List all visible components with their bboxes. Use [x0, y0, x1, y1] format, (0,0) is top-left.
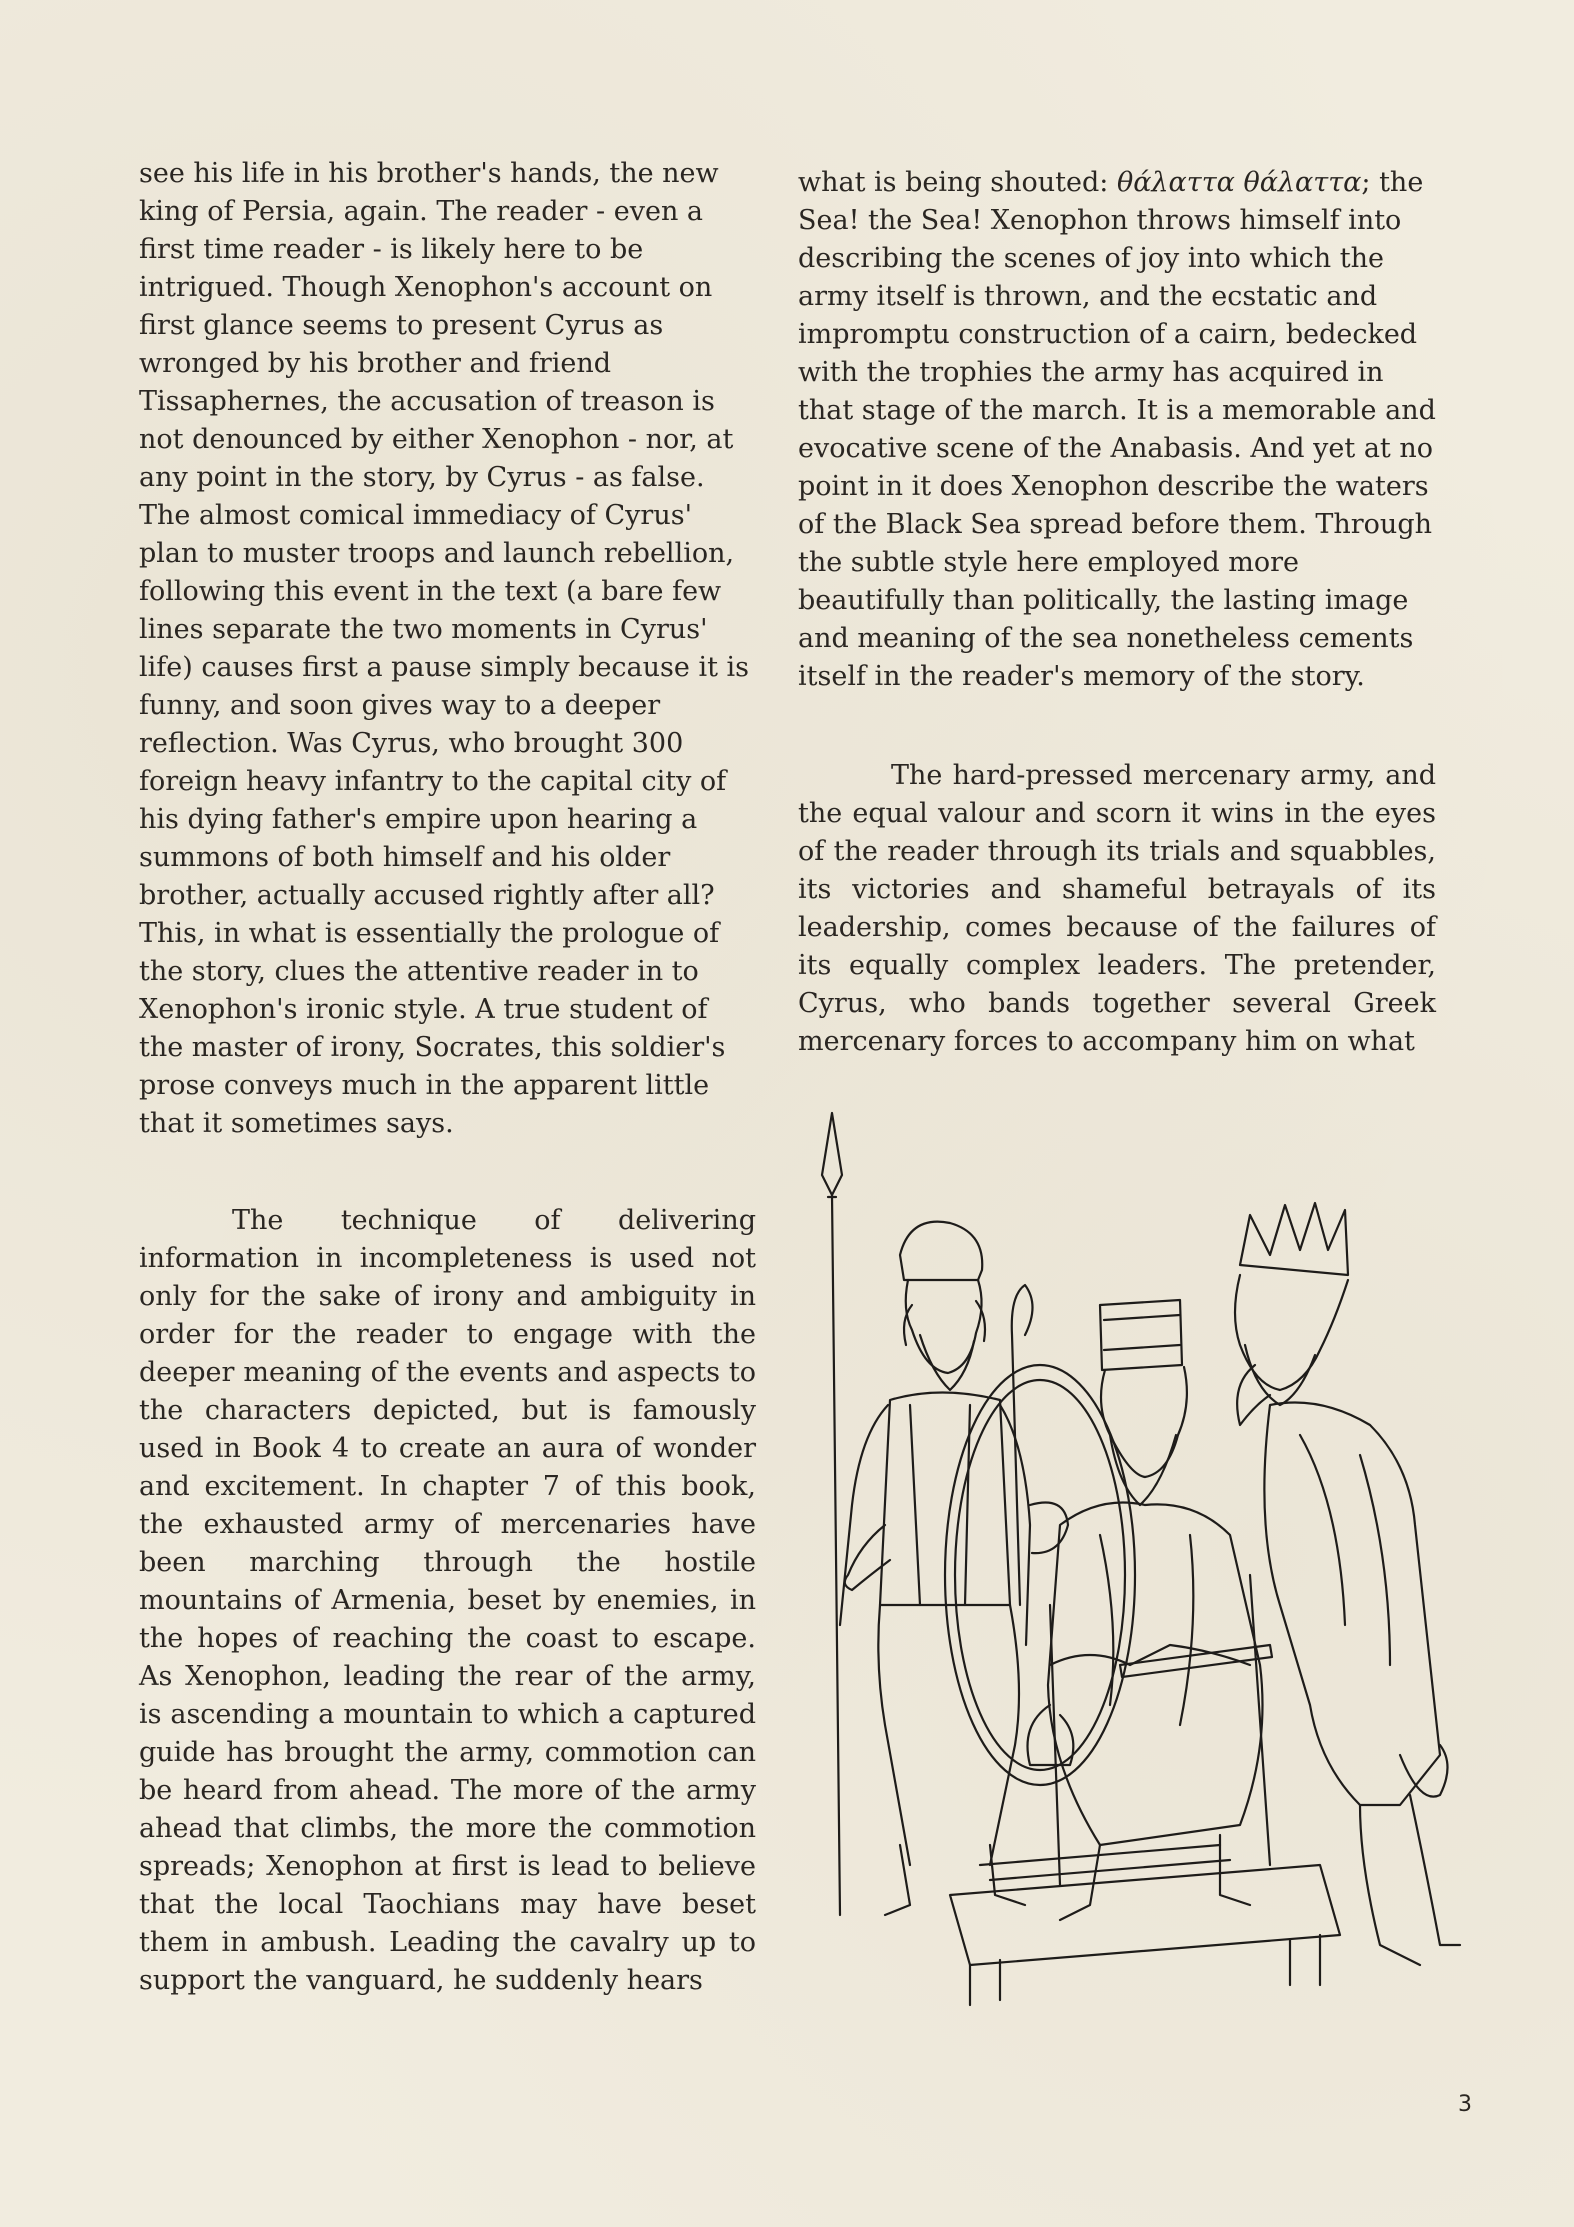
left-column-top — [139, 155, 759, 1143]
body-paragraph: The technique of delivering information in incompleteness is used not only for the sake of irony and ambiguity in order for the reader to engage with the deeper meaning of the events and aspects to the characters depicted, but is famously used in Book 4 to create an aura of wonder and excitement. In chapter 7 of this book, the exhausted army of mercenaries have been marching through the hostile mountains of Armenia, beset by enemies, in the hopes of reaching the coast to escape. As Xenophon, leading the rear of the army, is ascending a mountain to which a captured guide has brought the army, commotion can be heard from ahead. The more of the army ahead that climbs, the more the commotion spreads; Xenophon at first is lead to believe that the local Taochians may have beset them in ambush. Leading the cavalry up to support the vanguard, he suddenly hears — [139, 1205, 756, 1996]
throne-icon — [950, 1575, 1340, 2005]
greek-phrase: θάλαττα θάλαττα — [1116, 167, 1362, 198]
soldier-figure — [840, 1222, 1033, 1915]
king-figure — [1028, 1300, 1273, 1920]
body-paragraph — [798, 164, 1436, 696]
page-number: 3 — [1458, 2092, 1472, 2117]
persian-king-with-guards-illustration — [800, 1105, 1500, 2035]
body-paragraph: The hard-pressed mercenary army, and the equal valour and scorn it wins in the eyes of the reader through its trials and squabbles, its victories and shameful betrayals of its leadership, comes because of the failures of its equally complex leaders. The pretender, Cyrus, who bands together several Greek mercenary forces to accompany him on what — [798, 760, 1436, 1057]
text-run: what is being shouted: — [798, 167, 1117, 198]
spear-icon — [822, 1113, 842, 1915]
body-paragraph: see his life in his brother's hands, the new king of Persia, again. The reader - even a first time reader - is likely here to be intrigued. Though Xenophon's account on first glance seems to present Cyrus as wronged by his brother and friend Tissaphernes, the accusation of treason is not denounced by either Xenophon - nor, at any point in the story, by Cyrus - as false. The almost comical immediacy of Cyrus' plan to muster troops and launch rebellion, following this event in the text (a bare few lines separate the two moments in Cyrus' life) causes first a pause simply because it is funny, and soon gives way to a deeper reflection. Was Cyrus, who brought 300 foreign heavy infantry to the capital city of his dying father's empire upon hearing a summons of both himself and his older brother, actually accused rightly after all? This, in what is essentially the prologue of the story, clues the attentive reader in to Xenophon's ironic style. A true student of the master of irony, Socrates, this soldier's prose conveys much in the apparent little that it sometimes says. — [139, 158, 750, 1139]
right-column-top — [798, 164, 1436, 696]
left-column-bottom — [139, 1202, 756, 2000]
right-column-middle — [798, 757, 1436, 1061]
text-run: ; the Sea! the Sea! Xenophon throws himself into describing the scenes of joy into which the army itself is thrown, and the ecstatic and impromptu construction of a cairn, bedecked with the trophies the army has acquired in that stage of the march. It is a memorable and evocative scene of the Anabasis. And yet at no point in it does Xenophon describe the waters of the Black Sea spread before them. Through the subtle style here employed more beautifully than politically, the lasting image and meaning of the sea nonetheless cements itself in the reader's memory of the story. — [798, 167, 1436, 692]
